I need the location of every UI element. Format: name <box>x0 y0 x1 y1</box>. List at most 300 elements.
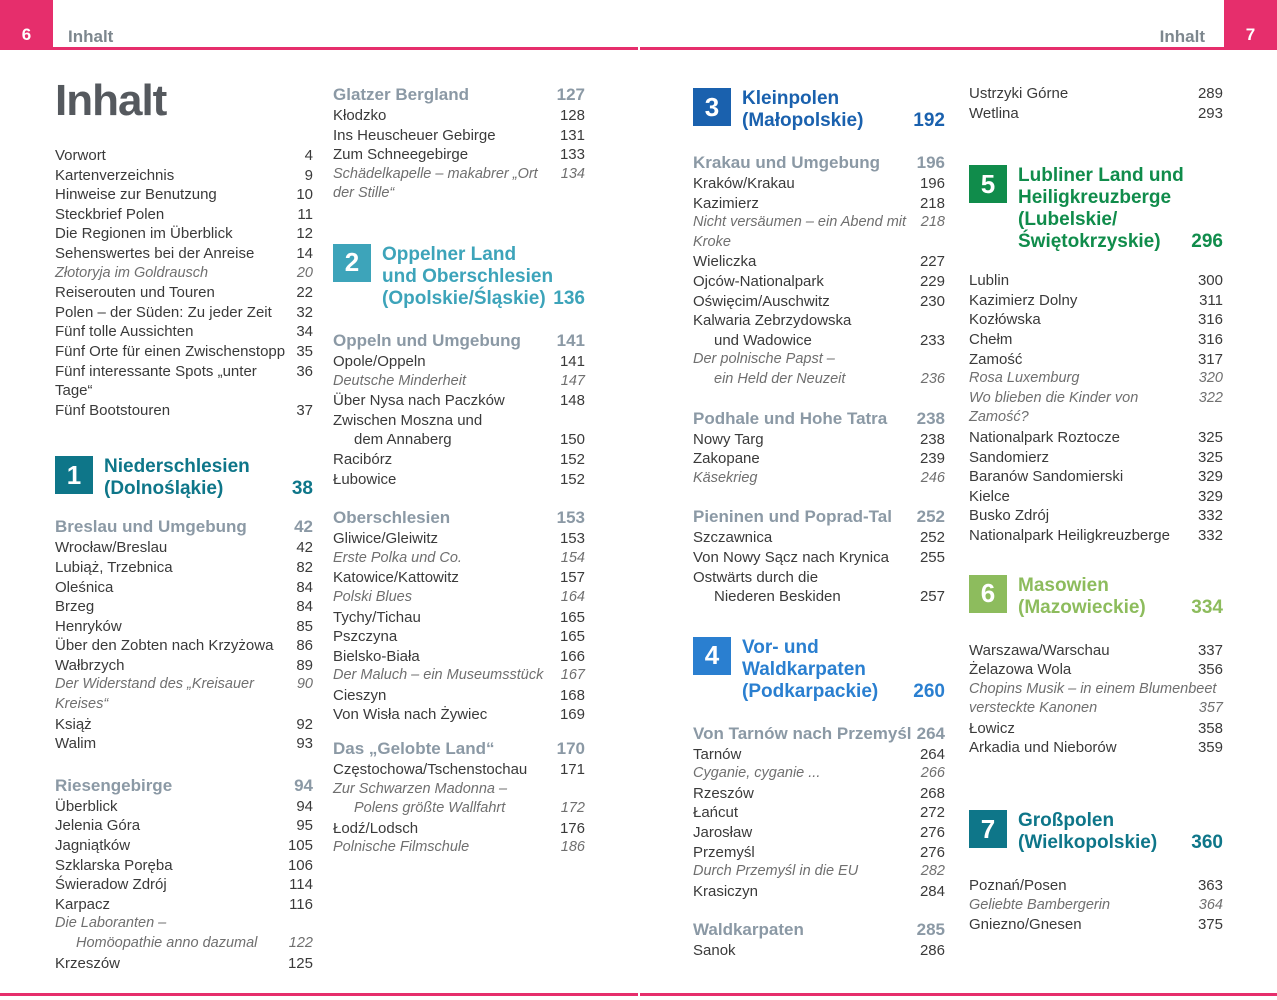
toc-entry <box>969 310 1223 330</box>
toc-entry-text: Über den Zobten nach Krzyżowa <box>55 637 274 655</box>
toc-entry-page-number: 32 <box>296 303 313 321</box>
toc-entry-text: Von Nowy Sącz nach Krynica <box>693 548 889 566</box>
toc-entry-page-number: 272 <box>919 804 945 822</box>
toc-entry <box>333 352 585 372</box>
toc-entry-text: Baranów Sandomierski <box>969 468 1124 486</box>
toc-entry <box>693 941 945 961</box>
subsection-title: Pieninen und Poprad-Tal <box>693 507 892 527</box>
toc-entry-text: Chełm <box>969 330 1013 348</box>
subsection-title: Krakau und Umgebung <box>693 153 881 172</box>
toc-column-3 <box>693 84 945 961</box>
chapter-page-number: 360 <box>1191 832 1223 854</box>
toc-entry-text: Przemyśl <box>693 843 755 861</box>
toc-entry-text: Świeradow Zdrój <box>55 876 167 894</box>
toc-entry-text: Niederen Beskiden <box>714 588 841 606</box>
toc-entry <box>969 389 1223 428</box>
toc-entry-page-number: 164 <box>560 588 585 605</box>
toc-entry <box>333 106 585 126</box>
toc-entry-page-number: 22 <box>296 284 313 302</box>
toc-entry-page-number: 255 <box>919 548 945 566</box>
toc-entry-page-number: 20 <box>296 264 313 281</box>
toc-entry-text: Überblick <box>55 797 118 815</box>
toc-entry-page-number: 89 <box>296 656 313 674</box>
toc-entry-page-number: 230 <box>919 292 945 310</box>
toc-entry <box>333 666 585 686</box>
toc-entry-group <box>693 528 945 606</box>
toc-entry-page-number: 9 <box>304 166 313 184</box>
toc-entry <box>55 656 313 676</box>
toc-entry-page-number: 316 <box>1197 311 1223 329</box>
toc-entry-text: Łodź/Lodsch <box>333 819 419 837</box>
toc-entry <box>55 734 313 754</box>
toc-entry-text: Katowice/Kattowitz <box>333 569 459 587</box>
toc-entry-text: Szczawnica <box>693 529 773 547</box>
toc-entry-text: Kartenverzeichnis <box>55 166 175 184</box>
toc-chapter <box>693 88 945 132</box>
toc-entry-text: Rzeszów <box>693 784 754 802</box>
toc-entry-text: Szklarska Poręba <box>55 856 173 874</box>
toc-entry-page-number: 82 <box>296 558 313 576</box>
toc-subsection-header <box>55 516 313 538</box>
toc-entry-text: Tychy/Tichau <box>333 608 421 626</box>
toc-entry <box>969 915 1223 935</box>
toc-entry-page-number: 105 <box>287 837 313 855</box>
toc-entry <box>969 641 1223 661</box>
toc-entry-text: Oleśnica <box>55 578 114 596</box>
toc-entry <box>55 597 313 617</box>
toc-entry <box>693 784 945 804</box>
toc-entry-page-number: 169 <box>559 706 585 724</box>
toc-entry-page-number: 85 <box>296 617 313 635</box>
toc-entry-page-number: 218 <box>920 214 945 231</box>
toc-entry-page-number: 35 <box>296 342 313 360</box>
chapter-title-line: Vor- und <box>742 636 819 658</box>
toc-entry-text: Wo blieben die Kinder von Zamość? <box>969 389 1139 426</box>
toc-entry <box>55 224 313 244</box>
toc-entry <box>333 686 585 706</box>
toc-entry-text: Nationalpark Roztocze <box>969 428 1120 446</box>
toc-entry-text: Nationalpark Heiligkreuzberge <box>969 526 1170 544</box>
toc-entry-page-number: 325 <box>1197 428 1223 446</box>
toc-entry <box>55 558 313 578</box>
toc-entry <box>693 350 945 370</box>
toc-entry <box>333 819 585 839</box>
chapter-title <box>1007 165 1191 253</box>
toc-entry <box>55 875 313 895</box>
toc-entry-group <box>693 941 945 961</box>
toc-entry-text: Poznań/Posen <box>969 877 1067 895</box>
toc-entry-group <box>55 538 313 754</box>
toc-entry-text: Polen – der Süden: Zu jeder Zeit <box>55 303 272 321</box>
toc-entry <box>55 401 313 421</box>
toc-entry-text: Złotoryja im Goldrausch <box>55 264 209 281</box>
toc-entry-page-number: 95 <box>296 817 313 835</box>
toc-entry <box>693 823 945 843</box>
toc-entry-text: und Wadowice <box>714 331 812 349</box>
toc-entry-text: Hinweise zur Benutzung <box>55 186 217 204</box>
chapter-title <box>731 637 913 703</box>
chapter-page-number: 38 <box>291 478 313 500</box>
toc-entry-text: Die Laboranten – <box>55 915 167 932</box>
toc-entry-text: Busko Zdrój <box>969 507 1050 525</box>
toc-entry-text: Krzeszów <box>55 954 121 972</box>
toc-entry-text: Homöopathie anno dazumal <box>76 935 258 951</box>
toc-entry-text: Brzeg <box>55 598 95 616</box>
toc-entry-page-number: 12 <box>296 225 313 243</box>
toc-entry-page-number: 332 <box>1197 507 1223 525</box>
toc-entry <box>55 675 313 714</box>
toc-entry-group <box>333 352 585 489</box>
toc-entry <box>969 428 1223 448</box>
toc-entry-page-number: 322 <box>1198 389 1223 406</box>
toc-entry <box>55 205 313 225</box>
toc-entry-page-number: 289 <box>1197 85 1223 102</box>
toc-entry-page-number: 133 <box>559 146 585 164</box>
toc-entry-group <box>969 641 1223 759</box>
toc-subsection-header <box>693 408 945 430</box>
toc-subsection-header <box>333 507 585 529</box>
chapter-number-badge: 1 <box>55 456 93 494</box>
toc-entry <box>693 370 945 390</box>
subsection-title: Von Tarnów nach Przemyśl <box>693 723 912 743</box>
toc-entry-page-number: 153 <box>559 530 585 548</box>
toc-entry-text: Fünf Bootstouren <box>55 401 171 419</box>
chapter-title-line: Niederschlesien <box>104 456 250 478</box>
toc-entry-text: Opole/Oppeln <box>333 352 426 370</box>
toc-entry-group <box>333 760 585 858</box>
toc-entry-text: Karpacz <box>55 895 111 913</box>
toc-entry-page-number: 337 <box>1197 641 1223 659</box>
toc-entry-text: Zur Schwarzen Madonna – <box>333 780 508 797</box>
toc-entry-page-number: 239 <box>919 450 945 468</box>
toc-entry <box>55 244 313 264</box>
toc-entry <box>333 588 585 608</box>
toc-entry <box>333 549 585 569</box>
toc-entry-page-number: 325 <box>1197 448 1223 466</box>
toc-entry-text: Zamość <box>969 350 1023 368</box>
chapter-title <box>1007 810 1191 854</box>
toc-entry-group <box>693 174 945 390</box>
toc-entry-page-number: 152 <box>559 450 585 468</box>
toc-entry-page-number: 364 <box>1198 896 1223 913</box>
toc-entry-page-number: 332 <box>1197 526 1223 544</box>
toc-entry-page-number: 375 <box>1197 916 1223 934</box>
toc-entry-page-number: 168 <box>559 686 585 704</box>
toc-entry <box>693 292 945 312</box>
toc-entry <box>969 104 1223 124</box>
toc-entry-page-number: 276 <box>919 843 945 861</box>
toc-entry-page-number: 10 <box>296 186 313 204</box>
chapter-title-line: Masowien <box>1018 574 1109 596</box>
toc-entry-page-number: 238 <box>919 430 945 448</box>
chapter-title-line: (Dolnośląkie) <box>104 478 224 500</box>
toc-entry-page-number: 276 <box>919 824 945 842</box>
toc-entry-text: Kłodzko <box>333 107 387 124</box>
toc-subsection-header <box>333 738 585 760</box>
toc-entry-text: Die Regionen im Überblick <box>55 225 233 243</box>
toc-entry-text: Bielsko-Biała <box>333 647 420 665</box>
toc-entry-text: Von Wisła nach Żywiec <box>333 706 488 724</box>
toc-entry-page-number: 4 <box>304 147 313 164</box>
toc-entry-text: Lubiąż, Trzebnica <box>55 558 173 576</box>
toc-entry-text: Gliwice/Gleiwitz <box>333 530 439 548</box>
chapter-title <box>371 244 553 310</box>
subsection-page-number: 153 <box>556 508 585 528</box>
toc-entry <box>693 311 945 331</box>
subsection-page-number: 264 <box>916 723 945 743</box>
subsection-page-number: 196 <box>916 153 945 172</box>
toc-entry-page-number: 116 <box>289 895 313 913</box>
toc-entry-text: Pszczyna <box>333 628 398 646</box>
toc-entry <box>693 568 945 588</box>
toc-entry-text: Żelazowa Wola <box>969 661 1072 679</box>
toc-entry <box>969 84 1223 104</box>
toc-subsection-header <box>55 775 313 797</box>
toc-subsection-header <box>693 919 945 941</box>
toc-entry-text: Sanok <box>693 942 736 960</box>
toc-chapter <box>969 575 1223 619</box>
toc-entry <box>969 660 1223 680</box>
toc-entry-page-number: 186 <box>560 839 585 856</box>
toc-entry-page-number: 358 <box>1197 719 1223 737</box>
toc-entry <box>969 369 1223 389</box>
toc-entry-text: dem Annaberg <box>354 431 452 449</box>
toc-entry-page-number: 147 <box>560 372 585 389</box>
toc-entry-text: Wałbrzych <box>55 656 125 674</box>
toc-entry <box>55 303 313 323</box>
chapter-title-line: Oppelner Land <box>382 243 517 265</box>
toc-entry <box>693 745 945 765</box>
toc-entry-page-number: 266 <box>920 765 945 782</box>
toc-chapter <box>969 810 1223 854</box>
toc-entry-page-number: 359 <box>1197 739 1223 757</box>
toc-entry <box>693 803 945 823</box>
toc-entry-text: Zakopane <box>693 450 760 468</box>
toc-entry-text: Oświęcim/Auschwitz <box>693 292 830 310</box>
toc-entry-text: Sandomierz <box>969 448 1050 466</box>
toc-entry <box>333 391 585 411</box>
footer-rule-right <box>640 993 1277 996</box>
toc-entry-page-number: 84 <box>296 578 313 596</box>
toc-entry-page-number: 36 <box>296 362 313 380</box>
toc-entry-text: Durch Przemyśl in die EU <box>693 863 859 880</box>
toc-entry-text: Wieliczka <box>693 253 757 271</box>
toc-entry-page-number: 300 <box>1197 272 1223 290</box>
subsection-page-number: 94 <box>294 775 313 795</box>
chapter-number-badge: 2 <box>333 244 371 282</box>
toc-entry <box>693 213 945 252</box>
chapter-title <box>1007 575 1191 619</box>
subsection-title: Oppeln und Umgebung <box>333 330 521 350</box>
toc-entry-page-number: 329 <box>1197 487 1223 505</box>
toc-entry-text: Łowicz <box>969 719 1015 737</box>
toc-entry <box>55 797 313 817</box>
toc-entry-text: Erste Polka und Co. <box>333 549 462 566</box>
toc-entry <box>969 271 1223 291</box>
subsection-title: Glatzer Bergland <box>333 85 470 104</box>
toc-entry-text: Henryków <box>55 617 122 635</box>
toc-chapter <box>693 637 945 703</box>
toc-entry-text: Polens größte Wallfahrt <box>354 800 506 817</box>
toc-entry <box>55 934 313 954</box>
toc-entry <box>333 705 585 725</box>
toc-entry-text: Polski Blues <box>333 588 412 605</box>
toc-entry-text: Nicht versäumen – ein Abend mit Kroke <box>693 214 907 250</box>
toc-entry-page-number: 166 <box>559 647 585 665</box>
toc-entry-page-number: 152 <box>559 470 585 488</box>
toc-entry-text: Geliebte Bambergerin <box>969 896 1111 913</box>
toc-entry-text: Kraków/Krakau <box>693 175 795 192</box>
toc-entry <box>333 470 585 490</box>
chapter-title-line: (Małopolskie) <box>742 110 864 131</box>
page-title: Inhalt <box>55 76 167 125</box>
toc-entry-text: Jagniątków <box>55 837 131 855</box>
toc-entry <box>333 430 585 450</box>
toc-entry-page-number: 356 <box>1197 661 1223 679</box>
toc-entry <box>55 895 313 915</box>
toc-entry <box>693 528 945 548</box>
toc-entry-page-number: 90 <box>296 676 313 693</box>
toc-entry-text: Reiserouten und Touren <box>55 284 215 302</box>
toc-subsection-header <box>333 84 585 106</box>
toc-entry-group <box>693 745 945 902</box>
toc-entry <box>333 608 585 628</box>
toc-entry-page-number: 293 <box>1197 104 1223 122</box>
toc-entry <box>55 617 313 637</box>
chapter-title-line: Świętokrzyskie) <box>1018 231 1161 253</box>
toc-entry <box>693 843 945 863</box>
toc-entry-text: Krasiczyn <box>693 882 759 900</box>
toc-entry <box>333 411 585 431</box>
subsection-title: Das „Gelobte Land“ <box>333 739 495 759</box>
toc-entry-text: Łubowice <box>333 470 397 488</box>
toc-entry-group <box>55 146 313 420</box>
toc-entry <box>333 568 585 588</box>
toc-entry <box>333 165 585 204</box>
toc-entry-page-number: 311 <box>1199 291 1223 309</box>
toc-entry-text: Ostwärts durch die <box>693 568 819 586</box>
toc-entry <box>333 780 585 800</box>
toc-entry <box>333 145 585 165</box>
toc-entry-page-number: 227 <box>919 253 945 271</box>
subsection-page-number: 42 <box>294 517 313 537</box>
toc-entry-page-number: 196 <box>919 175 945 192</box>
toc-entry-text: Steckbrief Polen <box>55 205 165 223</box>
toc-entry-text: Racibórz <box>333 450 393 468</box>
toc-entry <box>969 526 1223 546</box>
toc-entry-page-number: 329 <box>1197 468 1223 486</box>
header-rule-right <box>640 47 1277 50</box>
toc-entry-page-number: 165 <box>559 628 585 646</box>
chapter-page-number: 136 <box>553 287 585 309</box>
footer-rule-left <box>0 993 638 996</box>
toc-entry-group <box>693 430 945 489</box>
toc-entry-page-number: 172 <box>560 800 585 817</box>
toc-entry <box>693 764 945 784</box>
toc-entry-page-number: 122 <box>288 935 313 951</box>
running-head-right: Inhalt <box>1159 27 1205 46</box>
toc-entry <box>969 467 1223 487</box>
toc-entry-page-number: 165 <box>559 608 585 626</box>
toc-entry <box>969 719 1223 739</box>
toc-entry-page-number: 125 <box>287 954 313 972</box>
toc-entry-page-number: 171 <box>559 761 585 779</box>
toc-entry-text: Gniezno/Gnesen <box>969 916 1082 934</box>
chapter-title-line: (Mazowieckie) <box>1018 596 1146 618</box>
chapter-number-badge: 7 <box>969 810 1007 848</box>
toc-entry-text: Kazimierz Dolny <box>969 291 1078 309</box>
toc-entry-text: Jelenia Góra <box>55 817 141 835</box>
toc-entry-page-number: 134 <box>560 165 585 182</box>
toc-entry-page-number: 176 <box>559 819 585 837</box>
toc-entry-group <box>969 271 1223 545</box>
toc-entry-page-number: 268 <box>919 784 945 802</box>
toc-column-2 <box>333 84 585 858</box>
toc-entry-text: Der polnische Papst – <box>693 351 835 368</box>
toc-entry-text: Kielce <box>969 487 1010 505</box>
page-number-tab-left: 6 <box>0 0 53 50</box>
toc-entry <box>55 954 313 974</box>
toc-entry-group <box>55 797 313 973</box>
toc-entry-page-number: 286 <box>919 942 945 960</box>
toc-entry-page-number: 218 <box>919 194 945 212</box>
subsection-page-number: 170 <box>556 739 585 759</box>
toc-entry <box>333 126 585 146</box>
toc-entry-text: Ustrzyki Górne <box>969 85 1069 102</box>
toc-entry <box>55 166 313 186</box>
toc-entry-text: Arkadia und Nieborów <box>969 739 1117 757</box>
chapter-title-line: und Oberschlesien <box>382 265 554 287</box>
toc-entry <box>969 291 1223 311</box>
chapter-number-badge: 3 <box>693 88 731 126</box>
subsection-title: Riesengebirge <box>55 775 173 795</box>
toc-entry-text: versteckte Kanonen <box>969 700 1098 717</box>
toc-entry-page-number: 94 <box>296 797 313 815</box>
toc-entry-group <box>969 84 1223 123</box>
toc-entry <box>969 487 1223 507</box>
toc-entry <box>55 914 313 934</box>
toc-entry <box>969 699 1223 719</box>
toc-entry <box>333 647 585 667</box>
toc-subsection-header <box>693 506 945 528</box>
toc-entry-text: Fünf tolle Aussichten <box>55 323 194 341</box>
toc-entry-text: Fünf interessante Spots „unter Tage“ <box>55 362 257 400</box>
toc-entry <box>693 882 945 902</box>
toc-entry <box>333 799 585 819</box>
chapter-title-line: (Opolskie/Śląskie) <box>382 287 546 309</box>
toc-entry-page-number: 14 <box>296 244 313 262</box>
subsection-page-number: 252 <box>916 507 945 527</box>
toc-entry-page-number: 131 <box>559 126 585 144</box>
toc-chapter <box>969 165 1223 253</box>
chapter-title-line: Heiligkreuzberge <box>1018 187 1172 209</box>
toc-entry <box>969 506 1223 526</box>
toc-entry-text: Zum Schneegebirge <box>333 146 469 164</box>
toc-entry <box>969 680 1223 700</box>
toc-entry-page-number: 246 <box>920 469 945 486</box>
toc-entry <box>969 738 1223 758</box>
toc-entry-text: Warszawa/Warschau <box>969 641 1110 659</box>
toc-entry-group <box>969 876 1223 935</box>
toc-entry-page-number: 150 <box>559 431 585 449</box>
toc-entry <box>969 350 1223 370</box>
toc-entry-text: Cieszyn <box>333 686 387 704</box>
toc-entry-text: Kalwaria Zebrzydowska <box>693 312 852 330</box>
chapter-page-number: 260 <box>913 680 945 702</box>
toc-entry-page-number: 284 <box>919 882 945 900</box>
toc-entry <box>693 862 945 882</box>
toc-entry-text: Über Nysa nach Paczków <box>333 392 505 410</box>
